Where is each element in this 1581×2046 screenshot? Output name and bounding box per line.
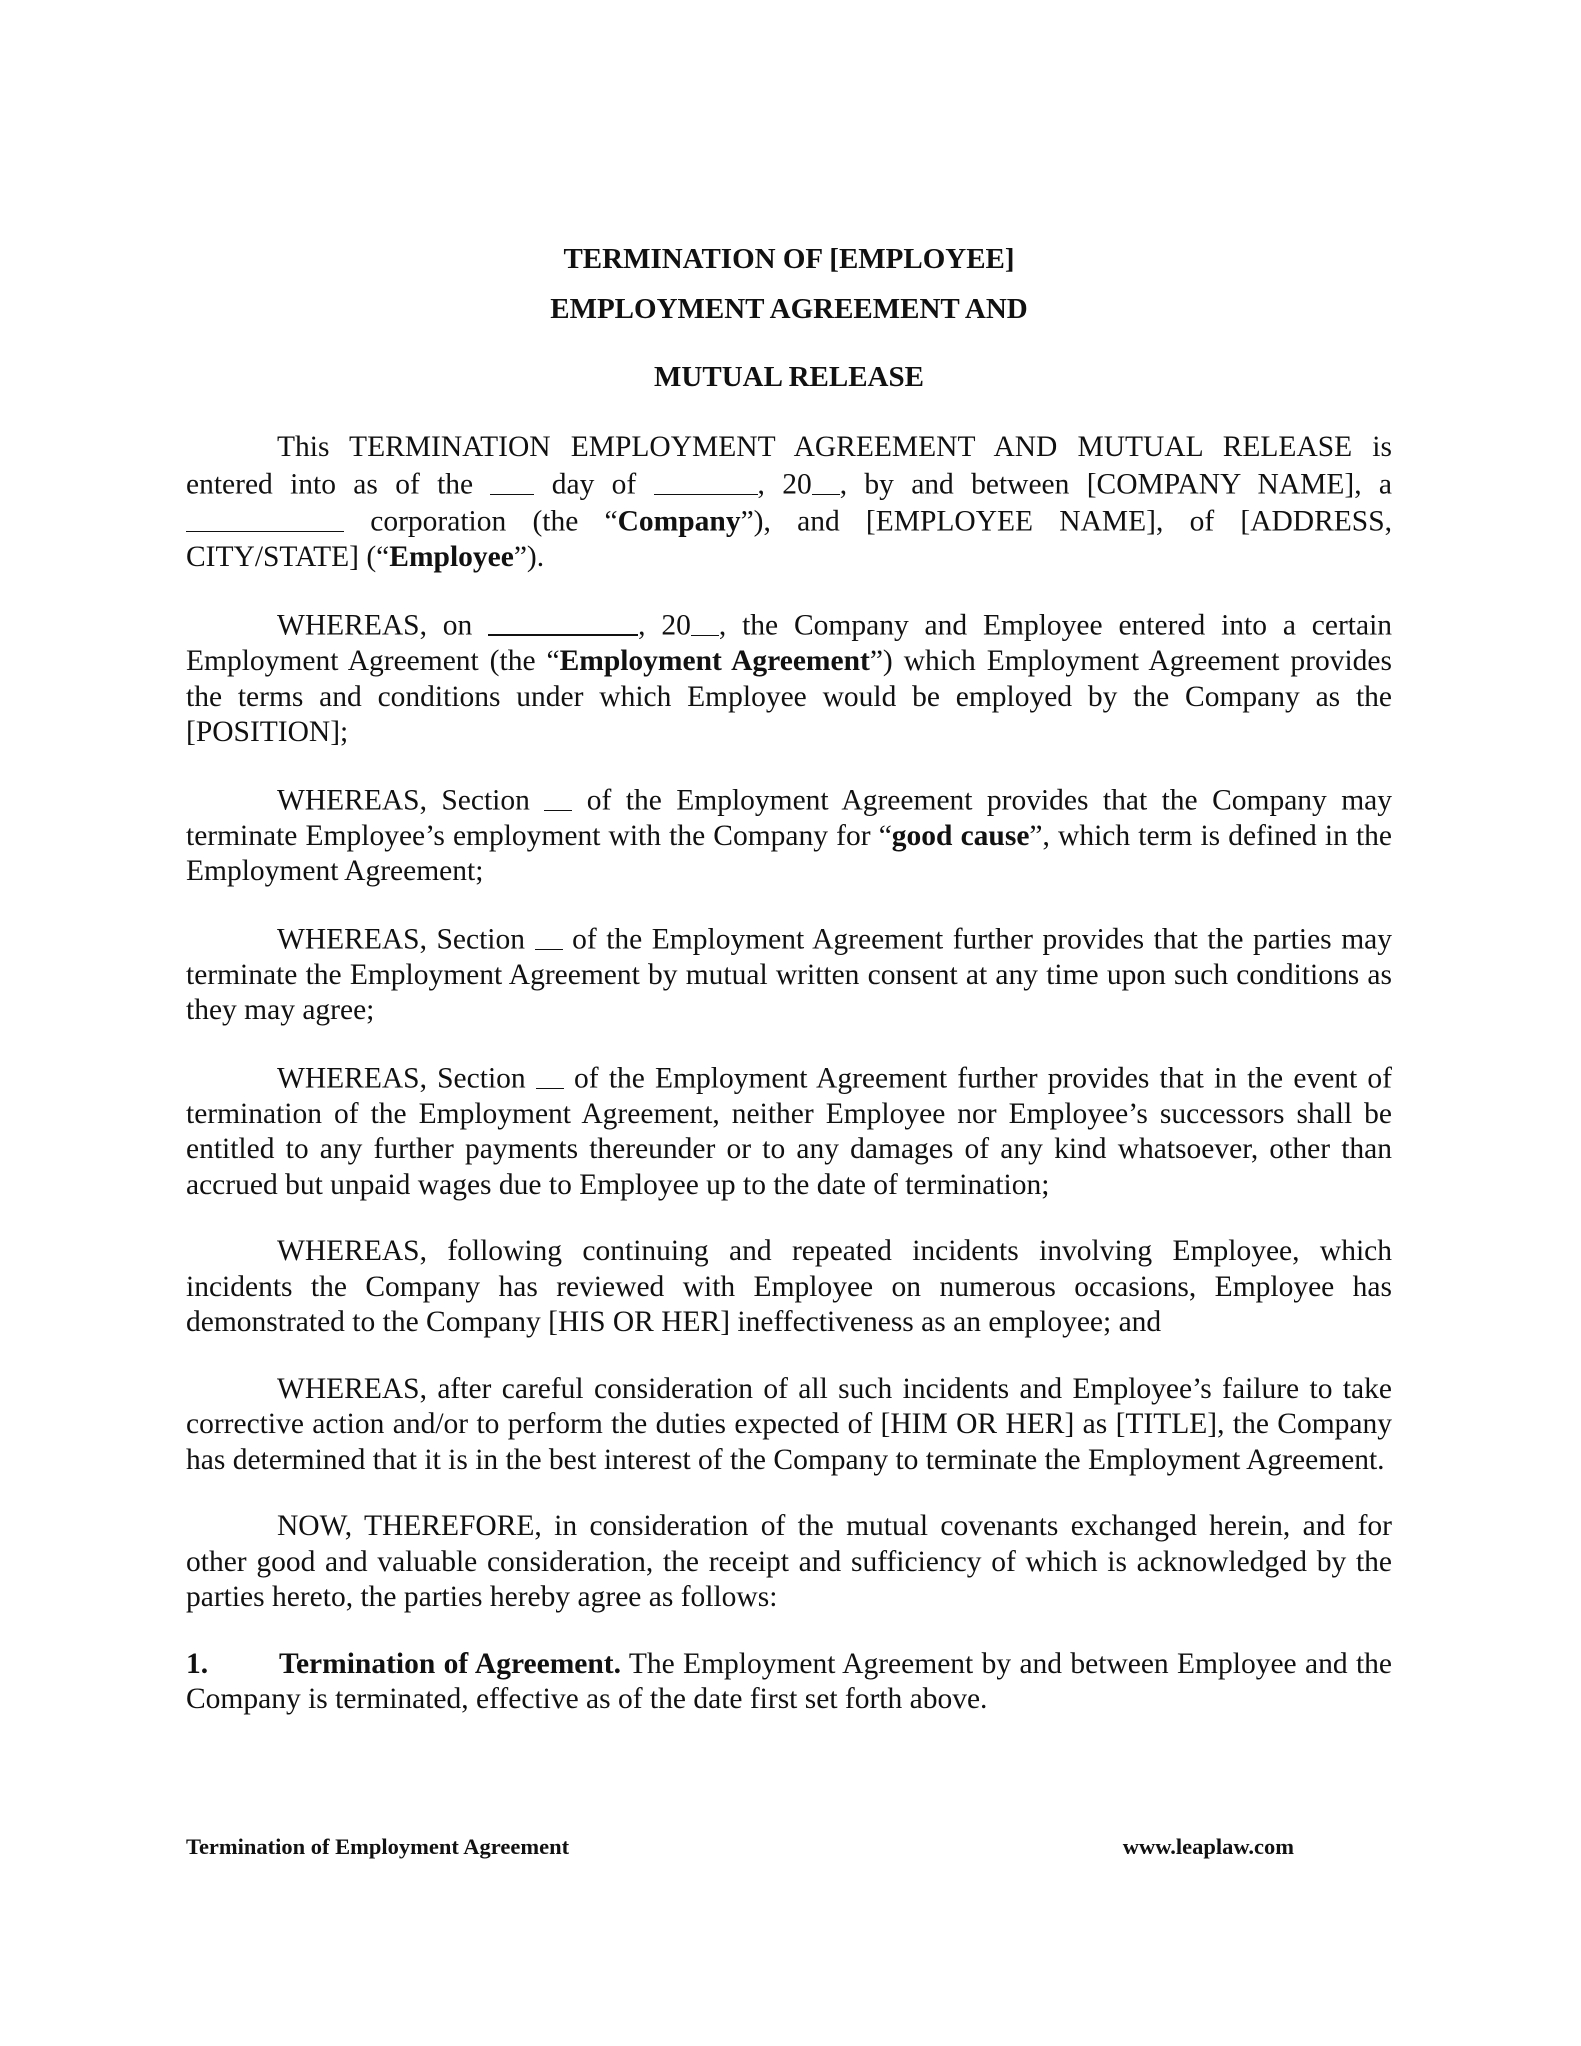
intro-text-5: corporation (the “ [370, 505, 618, 538]
section-blank [544, 783, 572, 811]
day-blank [490, 467, 534, 495]
section-blank [535, 922, 563, 950]
intro-paragraph [186, 430, 1392, 575]
now-therefore-paragraph: NOW, THEREFORE, in consideration of the mutual covenants exchanged herein, and for other good and valuable consideration, the receipt and sufficiency of which is acknowledged by the parties hereto, the parties hereby agree as follows: [186, 1510, 1392, 1614]
company-defined-term: Company [617, 505, 741, 538]
whereas1-text-2: , 20 [638, 609, 691, 642]
whereas2-text-1: WHEREAS, Section [277, 784, 530, 817]
whereas1-text-4: ”) which Employment Agreement provides the terms and conditions under which Employee would be employed by the Company as the [POSITION]; [186, 645, 1392, 749]
intro-text-3: , 20 [757, 468, 812, 501]
agreement-date-blank [488, 608, 638, 637]
employment-agreement-defined-term: Employment Agreement [559, 645, 870, 678]
title-line-3: MUTUAL RELEASE [654, 361, 924, 393]
whereas3-text-1: WHEREAS, Section [277, 923, 525, 956]
whereas2-text-3: ”, which term is defined in the Employment Agreement; [186, 819, 1392, 888]
intro-text-2: day of [551, 468, 637, 501]
good-cause-defined-term: good cause [891, 819, 1030, 852]
whereas-paragraph-5: WHEREAS, following continuing and repeated incidents involving Employee, which incidents the Company has reviewed with Employee on numerous occasions, Employee has demonstrated to the Company [HIS OR HER] ineffectiveness as an employee; and [186, 1235, 1392, 1339]
whereas-paragraph-4 [186, 1060, 1392, 1204]
title-line-2: EMPLOYMENT AGREEMENT AND [550, 293, 1028, 325]
whereas4-text-2: of the Employment Agreement further provides that in the event of termination of the Employment Agreement, neither Employee nor Employee’s successors shall be entitled to any further payments thereunder or to any damages of any kind whatsoever, other than accrued but unpaid wages due to Employee up to the date of termination; [186, 1062, 1393, 1201]
whereas-paragraph-2 [186, 782, 1392, 890]
intro-text-6: ”), and [EMPLOYEE NAME], of [ADDRESS, CITY/STATE] (“ [186, 505, 1392, 573]
footer-website: www.leaplaw.com [1122, 1834, 1294, 1859]
whereas-paragraph-3 [186, 921, 1392, 1029]
section-text: The Employment Agreement by and between Employee and the Company is terminated, effective as of the date first set forth above. [186, 1647, 1392, 1716]
intro-text-1: This TERMINATION EMPLOYMENT AGREEMENT AND MUTUAL RELEASE is entered into as of the [186, 431, 1392, 501]
whereas-paragraph-1 [186, 606, 1392, 751]
agreement-year-blank [691, 609, 719, 637]
year-blank [812, 467, 840, 495]
title-line-1: TERMINATION OF [EMPLOYEE] [563, 243, 1015, 275]
intro-text-7: ”). [513, 540, 545, 573]
whereas1-text-1: WHEREAS, on [277, 609, 473, 642]
whereas-paragraph-6: WHEREAS, after careful consideration of all such incidents and Employee’s failure to take corrective action and/or to perform the duties expected of [HIM OR HER] as [TITLE], the Company has determined that it is in the best interest of the Company to terminate the Employment Agreement. [186, 1372, 1392, 1476]
section-heading: Termination of Agreement. [279, 1647, 621, 1680]
intro-text-4: , by and between [COMPANY NAME], a [839, 468, 1393, 501]
whereas2-text-2: of the Employment Agreement provides that the Company may terminate Employee’s employment with the Company for “ [186, 784, 1393, 852]
state-blank [186, 504, 344, 532]
footer-document-title: Termination of Employment Agreement [186, 1834, 570, 1859]
employee-defined-term: Employee [389, 540, 514, 573]
whereas4-text-1: WHEREAS, Section [277, 1062, 526, 1095]
section-number: 1. [186, 1647, 209, 1680]
whereas1-text-3: , the Company and Employee entered into a certain Employment Agreement (the “ [186, 609, 1393, 678]
document-body [186, 430, 1392, 1749]
month-blank [654, 467, 758, 495]
whereas3-text-2: of the Employment Agreement further provides that the parties may terminate the Employment Agreement by mutual written consent at any time upon such conditions as they may agree; [186, 923, 1392, 1027]
section-blank [536, 1061, 564, 1089]
section-1 [186, 1647, 1392, 1718]
